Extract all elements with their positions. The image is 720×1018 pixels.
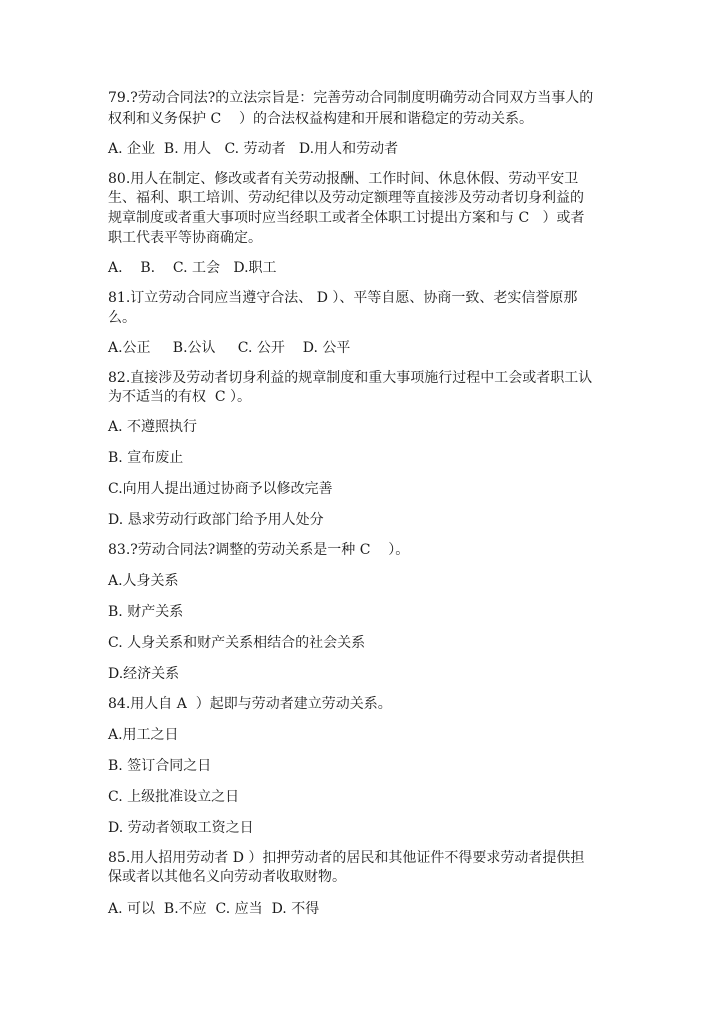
q80-stem-line-4: 职工代表平等协商确定。 — [108, 230, 262, 246]
q83-option-a: A.人身关系 — [108, 573, 179, 589]
q79-options: A. 企业 B. 用人 C. 劳动者 D.用人和劳动者 — [108, 141, 399, 157]
q82-stem-line-2: 为不适当的有权 C ）。 — [108, 389, 252, 405]
q84-option-d: D. 劳动者领取工资之日 — [108, 820, 254, 836]
q83-stem: 83.?劳动合同法?调整的劳动关系是一种 C ）。 — [108, 542, 410, 558]
q79-stem-line-1: 79.?劳动合同法?的立法宗旨是：完善劳动合同制度明确劳动合同双方当事人的 — [108, 90, 594, 106]
q84-stem: 84.用人自 A ）起即与劳动者建立劳动关系。 — [108, 696, 392, 712]
q81-stem-line-1: 81.订立劳动合同应当遵守合法、 D ）、平等自愿、协商一致、老实信誉原那 — [108, 290, 578, 306]
q82-option-a: A. 不遵照执行 — [108, 419, 198, 435]
q83-option-b: B. 财产关系 — [108, 604, 184, 620]
q84-option-c: C. 上级批准设立之日 — [108, 789, 240, 805]
q79-stem-line-2: 权利和义务保护 C ）的合法权益构建和开展和谐稳定的劳动关系。 — [108, 111, 533, 127]
q82-option-c: C.向用人提出通过协商予以修改完善 — [108, 481, 333, 497]
q80-stem-line-2: 生、福利、职工培训、劳动纪律以及劳动定额理等直接涉及劳动者切身利益的 — [108, 190, 584, 206]
q81-options: A.公正 B.公认 C. 公开 D. 公平 — [108, 340, 351, 356]
q84-option-a: A.用工之日 — [108, 727, 179, 743]
q83-option-d: D.经济关系 — [108, 666, 180, 682]
q80-stem-line-3: 规章制度或者重大事项时应当经职工或者全体职工讨提出方案和与 C ）或者 — [108, 210, 585, 226]
q80-options: A. B. C. 工会 D.职工 — [108, 260, 277, 276]
q85-stem-line-1: 85.用人招用劳动者 D ）扣押劳动者的居民和其他证件不得要求劳动者提供担 — [108, 850, 585, 866]
q82-stem-line-1: 82.直接涉及劳动者切身利益的规章制度和重大事项施行过程中工会或者职工认 — [108, 370, 593, 386]
q82-option-d: D. 恳求劳动行政部门给予用人处分 — [108, 512, 324, 528]
q85-options: A. 可以 B.不应 C. 应当 D. 不得 — [108, 901, 320, 917]
q80-stem-line-1: 80.用人在制定、修改或者有关劳动报酬、工作时间、休息休假、劳动平安卫 — [108, 171, 579, 187]
q84-option-b: B. 签订合同之日 — [108, 758, 212, 774]
q82-option-b: B. 宣布废止 — [108, 450, 184, 466]
q81-stem-line-2: 么。 — [108, 310, 136, 326]
q85-stem-line-2: 保或者以其他名义向劳动者收取财物。 — [108, 869, 346, 885]
q83-option-c: C. 人身关系和财产关系相结合的社会关系 — [108, 635, 366, 651]
